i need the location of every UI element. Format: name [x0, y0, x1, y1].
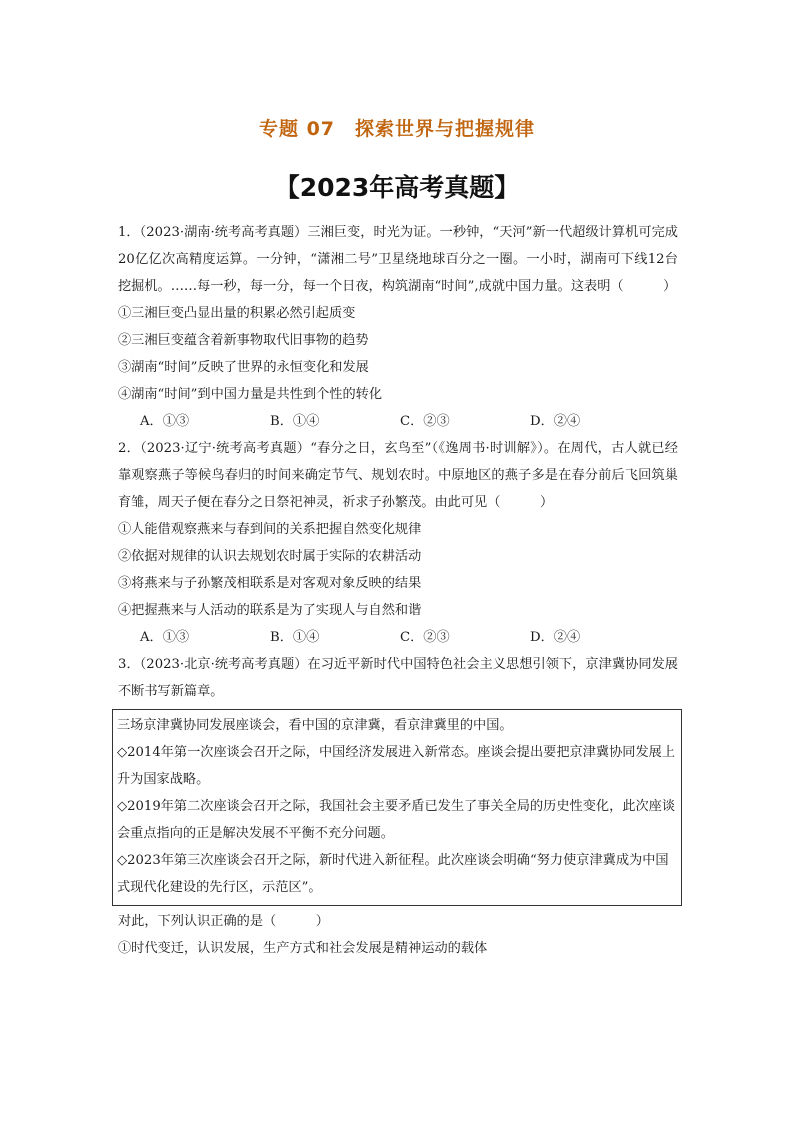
topic-title: 专题 07 探索世界与把握规律 — [258, 118, 536, 140]
statement-option: ②依据对规律的认识去规划农时属于实际的农耕活动 — [118, 549, 422, 564]
material-line: ◇2019年第二次座谈会召开之际，我国社会主要矛盾已发生了事关全局的历史性变化，此次座谈会重点指向的正是解决发展不平衡不充分问题。 — [117, 799, 676, 841]
choice-c: C．②③ — [400, 630, 450, 645]
question-2 — [118, 435, 678, 651]
statement-option: ①三湘巨变凸显出量的积累必然引起质变 — [118, 306, 356, 321]
choice-a: A．①③ — [140, 630, 190, 645]
choice-a: A．①③ — [140, 414, 190, 429]
question-stem: 2．（2023·辽宁·统考高考真题）“春分之日，玄鸟至”（《逸周书·时训解》）。在周代，古人就已经靠观察燕子等候鸟春归的时间来确定节气、规划农时。中原地区的燕子多是在春分前后飞回筑巢育雏，周天子便在春分之日祭祀神灵，祈求子孙繁茂。由此可见（ ） — [118, 441, 678, 510]
section-title: 【2023年高考真题】 — [274, 173, 520, 202]
material-box — [112, 709, 682, 906]
statement-option: ④把握燕来与人活动的联系是为了实现人与自然和谐 — [118, 603, 422, 618]
statement-option: ①时代变迁，认识发展，生产方式和社会发展是精神运动的载体 — [118, 941, 488, 956]
statement-option: ②三湘巨变蕴含着新事物取代旧事物的趋势 — [118, 333, 369, 348]
question-list — [118, 219, 678, 962]
choice-d: D．②④ — [530, 630, 581, 645]
question-1 — [118, 219, 678, 435]
choice-b: B．①④ — [270, 630, 320, 645]
choice-d: D．②④ — [530, 414, 581, 429]
statement-option: ①人能借观察燕来与春到间的关系把握自然变化规律 — [118, 522, 422, 537]
material-line: ◇2023年第三次座谈会召开之际，新时代进入新征程。此次座谈会明确“努力使京津冀成为中国式现代化建设的先行区，示范区”。 — [117, 853, 669, 895]
question-followup: 对此，下列认识正确的是（ ） — [118, 914, 329, 929]
answer-choices — [118, 624, 678, 651]
choice-b: B．①④ — [270, 414, 320, 429]
statement-option: ④湖南“时间”到中国力量是共性到个性的转化 — [118, 387, 383, 402]
question-3 — [118, 651, 678, 962]
answer-choices — [118, 408, 678, 435]
question-stem: 3．（2023·北京·统考高考真题）在习近平新时代中国特色社会主义思想引领下，京津冀协同发展不断书写新篇章。 — [118, 657, 678, 699]
material-line: ◇2014年第一次座谈会召开之际，中国经济发展进入新常态。座谈会提出要把京津冀协同发展上升为国家战略。 — [117, 745, 676, 787]
statement-option: ③将燕来与子孙繁茂相联系是对客观对象反映的结果 — [118, 576, 422, 591]
question-stem: 1．（2023·湖南·统考高考真题）三湘巨变，时光为证。一秒钟，“天河”新一代超级计算机可完成20亿亿次高精度运算。一分钟，“潇湘二号”卫星绕地球百分之一圈。一小时，湖南可下线12台挖掘机。……每一秒，每一分，每一个日夜，构筑湖南“时间”,成就中国力量。这表明（ ） — [118, 225, 678, 294]
choice-c: C．②③ — [400, 414, 450, 429]
statement-option: ③湖南“时间”反映了世界的永恒变化和发展 — [118, 360, 369, 375]
material-line: 三场京津冀协同发展座谈会，看中国的京津冀，看京津冀里的中国。 — [117, 718, 513, 733]
